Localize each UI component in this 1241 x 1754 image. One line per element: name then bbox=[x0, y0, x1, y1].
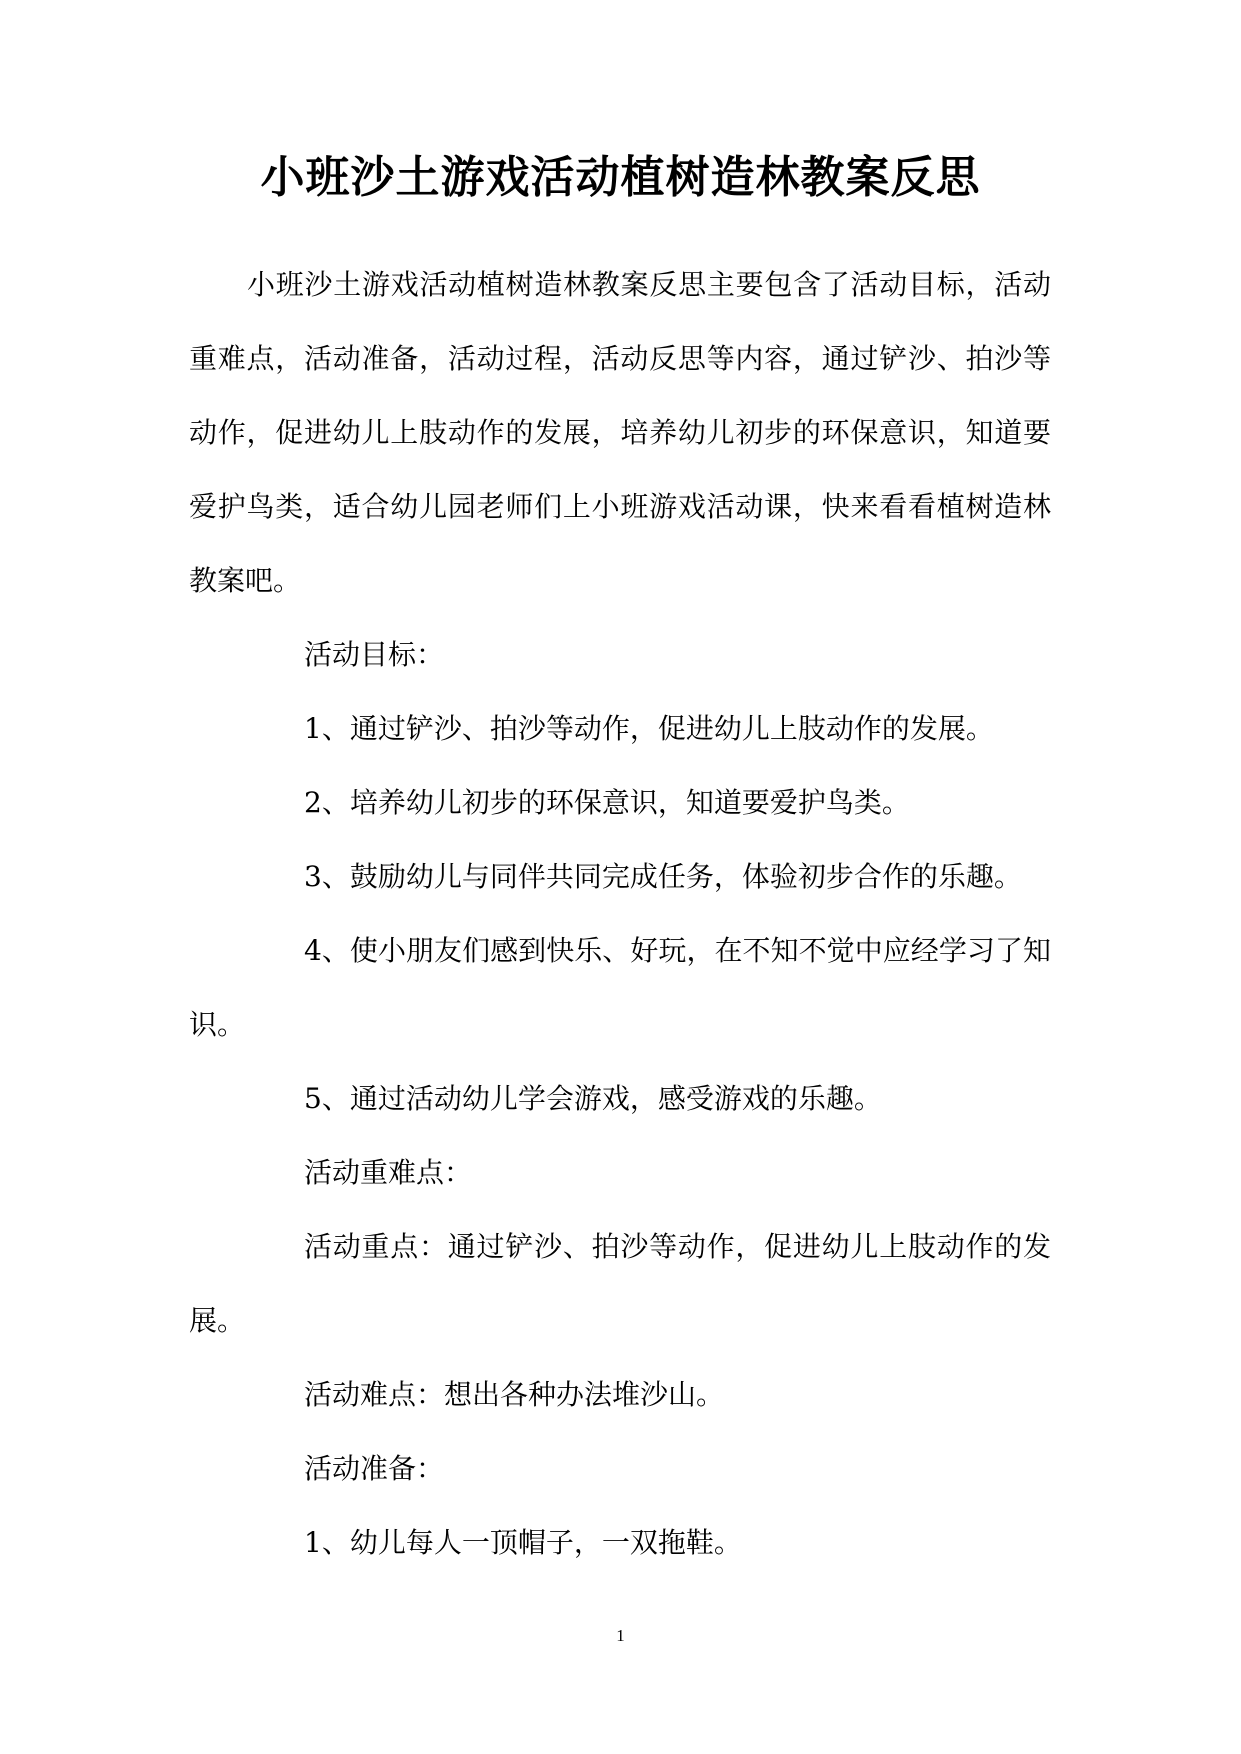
goal-item-1: 1、通过铲沙、拍沙等动作，促进幼儿上肢动作的发展。 bbox=[304, 712, 994, 745]
preparation-heading: 活动准备： bbox=[304, 1452, 445, 1485]
goal-item-5: 5、通过活动幼儿学会游戏，感受游戏的乐趣。 bbox=[304, 1082, 882, 1115]
goal-item-2: 2、培养幼儿初步的环保意识，知道要爱护鸟类。 bbox=[304, 786, 910, 819]
document-title: 小班沙土游戏活动植树造林教案反思 bbox=[260, 152, 981, 203]
page-number: 1 bbox=[616, 1626, 625, 1645]
key-point-paragraph: 活动重点：通过铲沙、拍沙等动作，促进幼儿上肢动作的发展。 bbox=[189, 1230, 1051, 1337]
goal-item-4: 4、使小朋友们感到快乐、好玩，在不知不觉中应经学习了知识。 bbox=[189, 934, 1051, 1041]
key-points-heading: 活动重难点： bbox=[304, 1156, 473, 1189]
intro-paragraph: 小班沙土游戏活动植树造林教案反思主要包含了活动目标，活动重难点，活动准备，活动过程，活动反思等内容，通过铲沙、拍沙等动作，促进幼儿上肢动作的发展，培养幼儿初步的环保意识，知道要爱护鸟类，适合幼儿园老师们上小班游戏活动课，快来看看植树造林教案吧。 bbox=[189, 268, 1051, 597]
goals-heading: 活动目标： bbox=[304, 638, 445, 671]
preparation-item-1: 1、幼儿每人一顶帽子，一双拖鞋。 bbox=[304, 1526, 742, 1559]
document-body bbox=[189, 248, 1051, 1580]
difficult-point-paragraph: 活动难点：想出各种办法堆沙山。 bbox=[304, 1378, 725, 1411]
goal-item-3: 3、鼓励幼儿与同伴共同完成任务，体验初步合作的乐趣。 bbox=[304, 860, 1022, 893]
